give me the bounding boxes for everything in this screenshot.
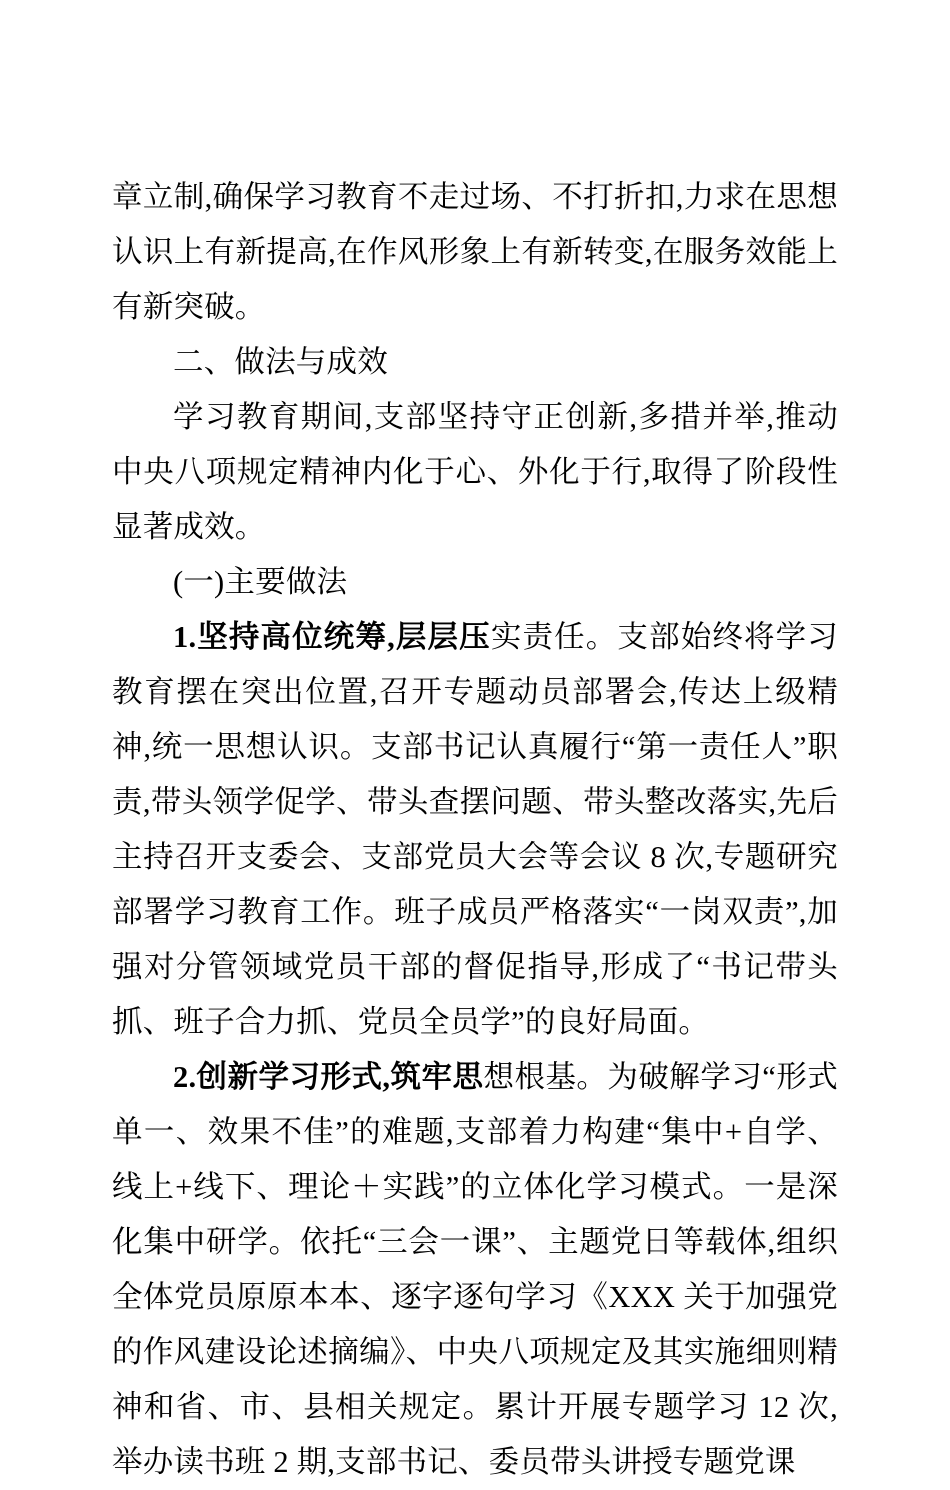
paragraph-overview <box>112 390 838 555</box>
paragraph-text: 章立制,确保学习教育不走过场、不打折扣,力求在思想认识上有新提高,在作风形象上有新转变,在服务效能上有新突破。 <box>112 180 838 324</box>
paragraph-continued <box>112 170 838 335</box>
paragraph-item-1 <box>112 610 838 1050</box>
heading-text: 二、做法与成效 <box>173 345 388 379</box>
heading-section-two <box>112 335 838 390</box>
item-1-body: 实责任。支部始终将学习教育摆在突出位置,召开专题动员部署会,传达上级精神,统一思想认识。支部书记认真履行“第一责任人”职责,带头领学促学、带头查摆问题、带头整改落实,先后主持召开支委会、支部党员大会等会议 8 次,专题研究部署学习教育工作。班子成员严格落实“一岗双责”,加强对分管领域党员干部的督促指导,形成了“书记带头抓、班子合力抓、党员全员学”的良好局面。 <box>112 620 838 1039</box>
item-1-lead-bold: 1.坚持高位统筹,层层压 <box>173 620 491 654</box>
subheading-main-practices <box>112 555 838 610</box>
paragraph-text: 学习教育期间,支部坚持守正创新,多措并举,推动中央八项规定精神内化于心、外化于行,取得了阶段性显著成效。 <box>112 400 838 544</box>
item-2-lead-bold: 2.创新学习形式,筑牢思 <box>173 1060 484 1094</box>
paragraph-item-2 <box>112 1050 838 1490</box>
document-body <box>112 170 838 1490</box>
item-2-body: 想根基。为破解学习“形式单一、效果不佳”的难题,支部着力构建“集中+自学、线上+线下、理论＋实践”的立体化学习模式。一是深化集中研学。依托“三会一课”、主题党日等载体,组织全体党员原原本本、逐字逐句学习《XXX 关于加强党的作风建设论述摘编》、中央八项规定及其实施细则精神和省、市、县相关规定。累计开展专题学习 12 次,举办读书班 2 期,支部书记、委员带头讲授专题党课 <box>112 1060 838 1479</box>
subheading-text: (一)主要做法 <box>173 565 348 599</box>
